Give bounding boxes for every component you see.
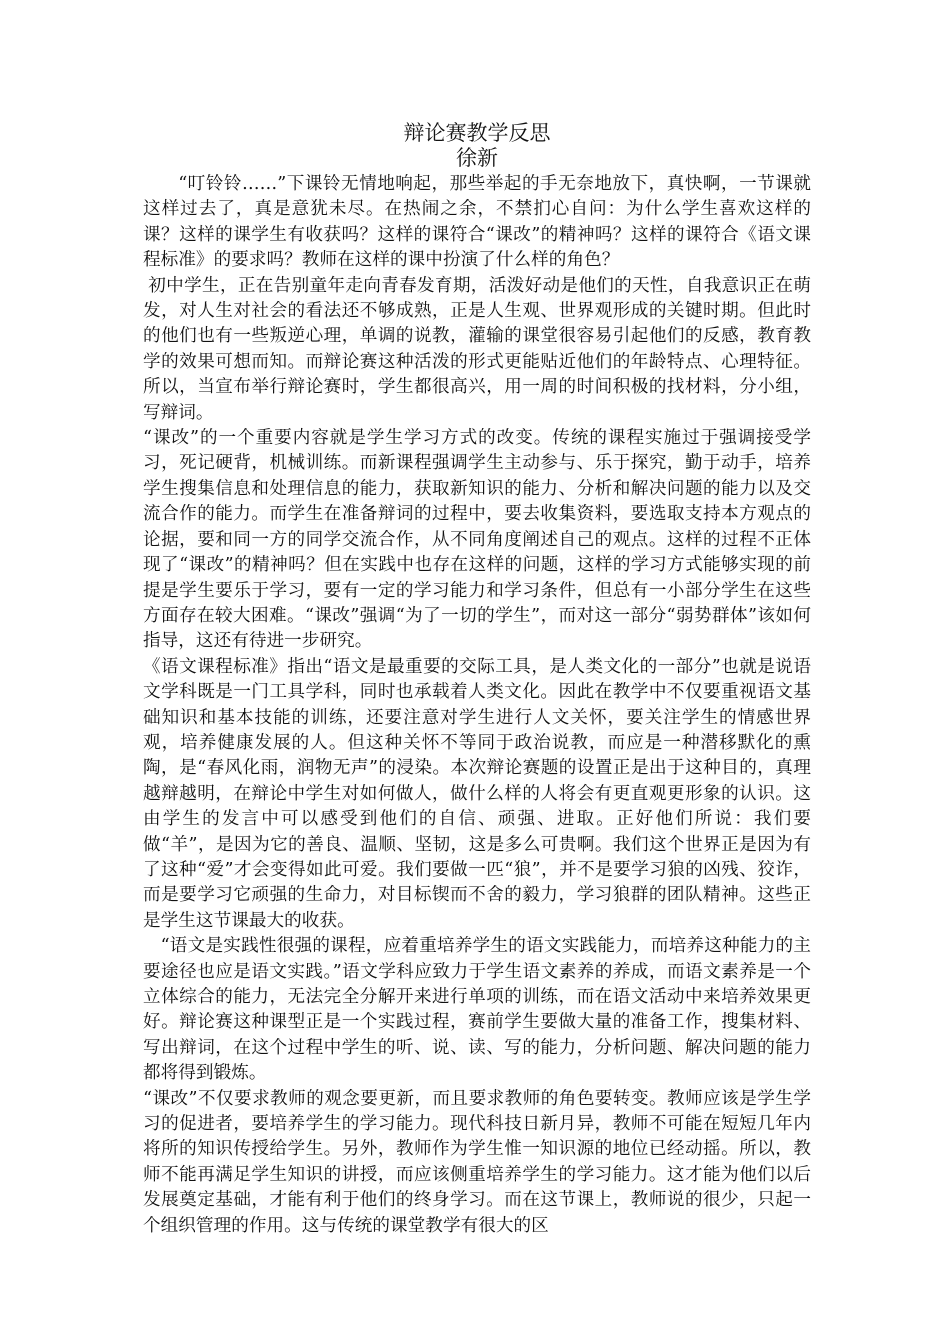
paragraph-practice: “语文是实践性很强的课程，应着重培养学生的语文实践能力，而培养这种能力的主要途径也应是语文实践。”语文学科应致力于学生语文素养的养成，而语文素养是一个立体综合的能力，无法完全分解开来进行单项的训练，而在语文活动中来培养效果更好。辩论赛这种课型正是一个实践过程，赛前学生要做大量的准备工作，搜集材料、写出辩词，在这个过程中学生的听、说、读、写的能力，分析问题、解决问题的能力都将得到锻炼。 [143,936,811,1084]
paragraph-curriculum-standard: 《语文课程标准》指出“语文是最重要的交际工具，是人类文化的一部分”也就是说语文学科既是一门工具学科，同时也承载着人类文化。因此在教学中不仅要重视语文基础知识和基本技能的训练，还要注意对学生进行人文关怀，要关注学生的情感世界观，培养健康发展的人。但这种关怀不等同于政治说教，而应是一种潜移默化的熏陶，是“春风化雨，润物无声”的浸染。本次辩论赛题的设置正是出于这种目的，真理越辩越明，在辩论中学生对如何做人，做什么样的人将会有更直观更形象的认识。这由学生的发言中可以感受到他们的自信、顽强、进取。正好他们所说：我们要做“羊”，是因为它的善良、温顺、坚韧，这是多么可贵啊。我们这个世界正是因为有了这种“爱”才会变得如此可爱。我们要做一匹“狼”，并不是要学习狼的凶残、狡诈，而是要学习它顽强的生命力，对目标锲而不舍的毅力，学习狼群的团队精神。这些正是学生这节课最大的收获。 [143,656,811,931]
document-page [143,120,811,1239]
paragraph-intro: “叮铃铃……”下课铃无情地响起，那些举起的手无奈地放下，真快啊，一节课就这样过去了，真是意犹未尽。在热闹之余，不禁扪心自问：为什么学生喜欢这样的课？这样的课学生有收获吗？这样的课符合“课改”的精神吗？这样的课符合《语文课程标准》的要求吗？教师在这样的课中扮演了什么样的角色？ [143,174,811,271]
paragraph-students: 初中学生，正在告别童年走向青春发育期，活泼好动是他们的天性，自我意识正在萌发，对人生对社会的看法还不够成熟，正是人生观、世界观形成的关键时期。但此时的他们也有一些叛逆心理，单调的说教，灌输的课堂很容易引起他们的反感，教育教学的效果可想而知。而辩论赛这种活泼的形式更能贴近他们的年龄特点、心理特征。所以，当宣布举行辩论赛时，学生都很高兴，用一周的时间积极的找材料，分小组，写辩词。 [143,275,811,423]
document-title: 辩论赛教学反思 [403,121,551,145]
paragraph-teacher-role: “课改”不仅要求教师的观念要更新，而且要求教师的角色要转变。教师应该是学生学习的促进者，要培养学生的学习能力。现代科技日新月异，教师不可能在短短几年内将所的知识传授给学生。另外，教师作为学生惟一知识源的地位已经动摇。所以，教师不能再满足学生知识的讲授，而应该侧重培养学生的学习能力。这才能为他们以后发展奠定基础，才能有利于他们的终身学习。而在这节课上，教师说的很少，只起一个组织管理的作用。这与传统的课堂教学有很大的区 [143,1088,811,1236]
paragraph-curriculum-reform: “课改”的一个重要内容就是学生学习方式的改变。传统的课程实施过于强调接受学习，死记硬背，机械训练。而新课程强调学生主动参与、乐于探究，勤于动手，培养学生搜集信息和处理信息的能力，获取新知识的能力、分析和解决问题的能力以及交流合作的能力。而学生在准备辩词的过程中，要去收集资料，要选取支持本方观点的论据，要和同一方的同学交流合作，从不同角度阐述自己的观点。这样的过程不正体现了“课改”的精神吗？但在实践中也存在这样的问题，这样的学习方式能够实现的前提是学生要乐于学习，要有一定的学习能力和学习条件，但总有一小部分学生在这些方面存在较大困难。“课改”强调“为了一切的学生”，而对这一部分“弱势群体”该如何指导，这还有待进一步研究。 [143,428,811,652]
document-author: 徐新 [456,146,498,170]
